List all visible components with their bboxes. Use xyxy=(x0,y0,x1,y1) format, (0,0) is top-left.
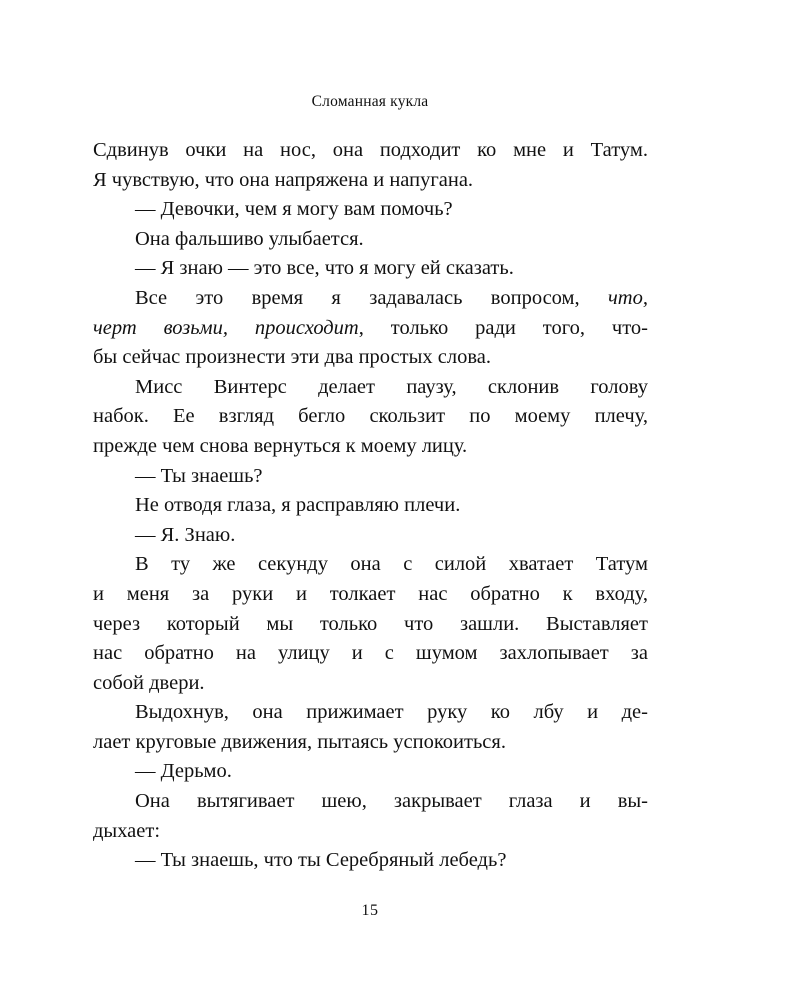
text-segment: — Я. Знаю. xyxy=(135,523,236,546)
text-segment: Не отводя глаза, я расправляю плечи. xyxy=(135,494,461,517)
running-head-title: Сломанная кукла xyxy=(311,93,429,110)
text-line xyxy=(93,254,648,284)
text-segment: лает круговые движения, пытаясь успокоиться. xyxy=(93,730,506,753)
text-line xyxy=(93,639,648,669)
text-segment: собой двери. xyxy=(93,671,205,694)
text-line xyxy=(93,728,648,758)
text-line xyxy=(93,491,648,521)
text-line xyxy=(93,373,648,403)
text-line xyxy=(93,580,648,610)
text-segment: — Я знаю — это все, что я могу ей сказать. xyxy=(135,257,514,280)
text-line xyxy=(93,610,648,640)
text-line xyxy=(93,757,648,787)
text-segment: дыхает: xyxy=(93,819,161,842)
text-segment: — Дерьмо. xyxy=(135,760,232,783)
text-line xyxy=(93,669,648,699)
text-segment: Выдохнув, она прижимает руку ко лбу и де- xyxy=(135,701,648,724)
text-line xyxy=(93,698,648,728)
text-segment: Она вытягивает шею, закрывает глаза и вы- xyxy=(135,790,648,813)
text-line xyxy=(93,521,648,551)
text-segment: Мисс Винтерс делает паузу, склонив голову xyxy=(135,375,648,398)
text-segment: — Ты знаешь? xyxy=(135,464,263,487)
text-segment: Она фальшиво улыбается. xyxy=(135,227,364,250)
text-segment: нас обратно на улицу и с шумом захлопывает за xyxy=(93,642,648,665)
text-line xyxy=(93,343,648,373)
text-line xyxy=(93,166,648,196)
text-segment: набок. Ее взгляд бегло скользит по моему плечу, xyxy=(93,405,648,428)
text-segment: , только ради того, что- xyxy=(358,316,648,339)
italic-text-segment: черт возьми, происходит xyxy=(93,316,359,339)
text-segment: В ту же секунду она с силой хватает Татум xyxy=(135,553,648,576)
page-body-text xyxy=(93,136,648,876)
text-segment: бы сейчас произнести эти два простых слова. xyxy=(93,346,491,369)
text-line xyxy=(93,195,648,225)
text-line xyxy=(93,817,648,847)
text-segment: через который мы только что зашли. Выставляет xyxy=(93,612,648,635)
text-segment: и меня за руки и толкает нас обратно к входу, xyxy=(93,582,648,605)
text-segment: Я чувствую, что она напряжена и напугана. xyxy=(93,168,474,191)
italic-text-segment: что, xyxy=(608,286,648,309)
text-segment: прежде чем снова вернуться к моему лицу. xyxy=(93,434,468,457)
text-line xyxy=(93,550,648,580)
page-number: 15 xyxy=(361,902,379,919)
text-segment: — Девочки, чем я могу вам помочь? xyxy=(135,198,453,221)
text-line xyxy=(93,462,648,492)
text-line xyxy=(93,846,648,876)
text-line xyxy=(93,787,648,817)
text-segment: Все это время я задавалась вопросом, xyxy=(135,286,609,309)
text-segment: — Ты знаешь, что ты Серебряный лебедь? xyxy=(135,849,507,872)
text-line xyxy=(93,402,648,432)
text-line xyxy=(93,136,648,166)
text-line xyxy=(93,284,648,314)
text-segment: Сдвинув очки на нос, она подходит ко мне и Татум. xyxy=(93,139,648,161)
text-line xyxy=(93,314,648,344)
text-line xyxy=(93,225,648,255)
text-line xyxy=(93,432,648,462)
